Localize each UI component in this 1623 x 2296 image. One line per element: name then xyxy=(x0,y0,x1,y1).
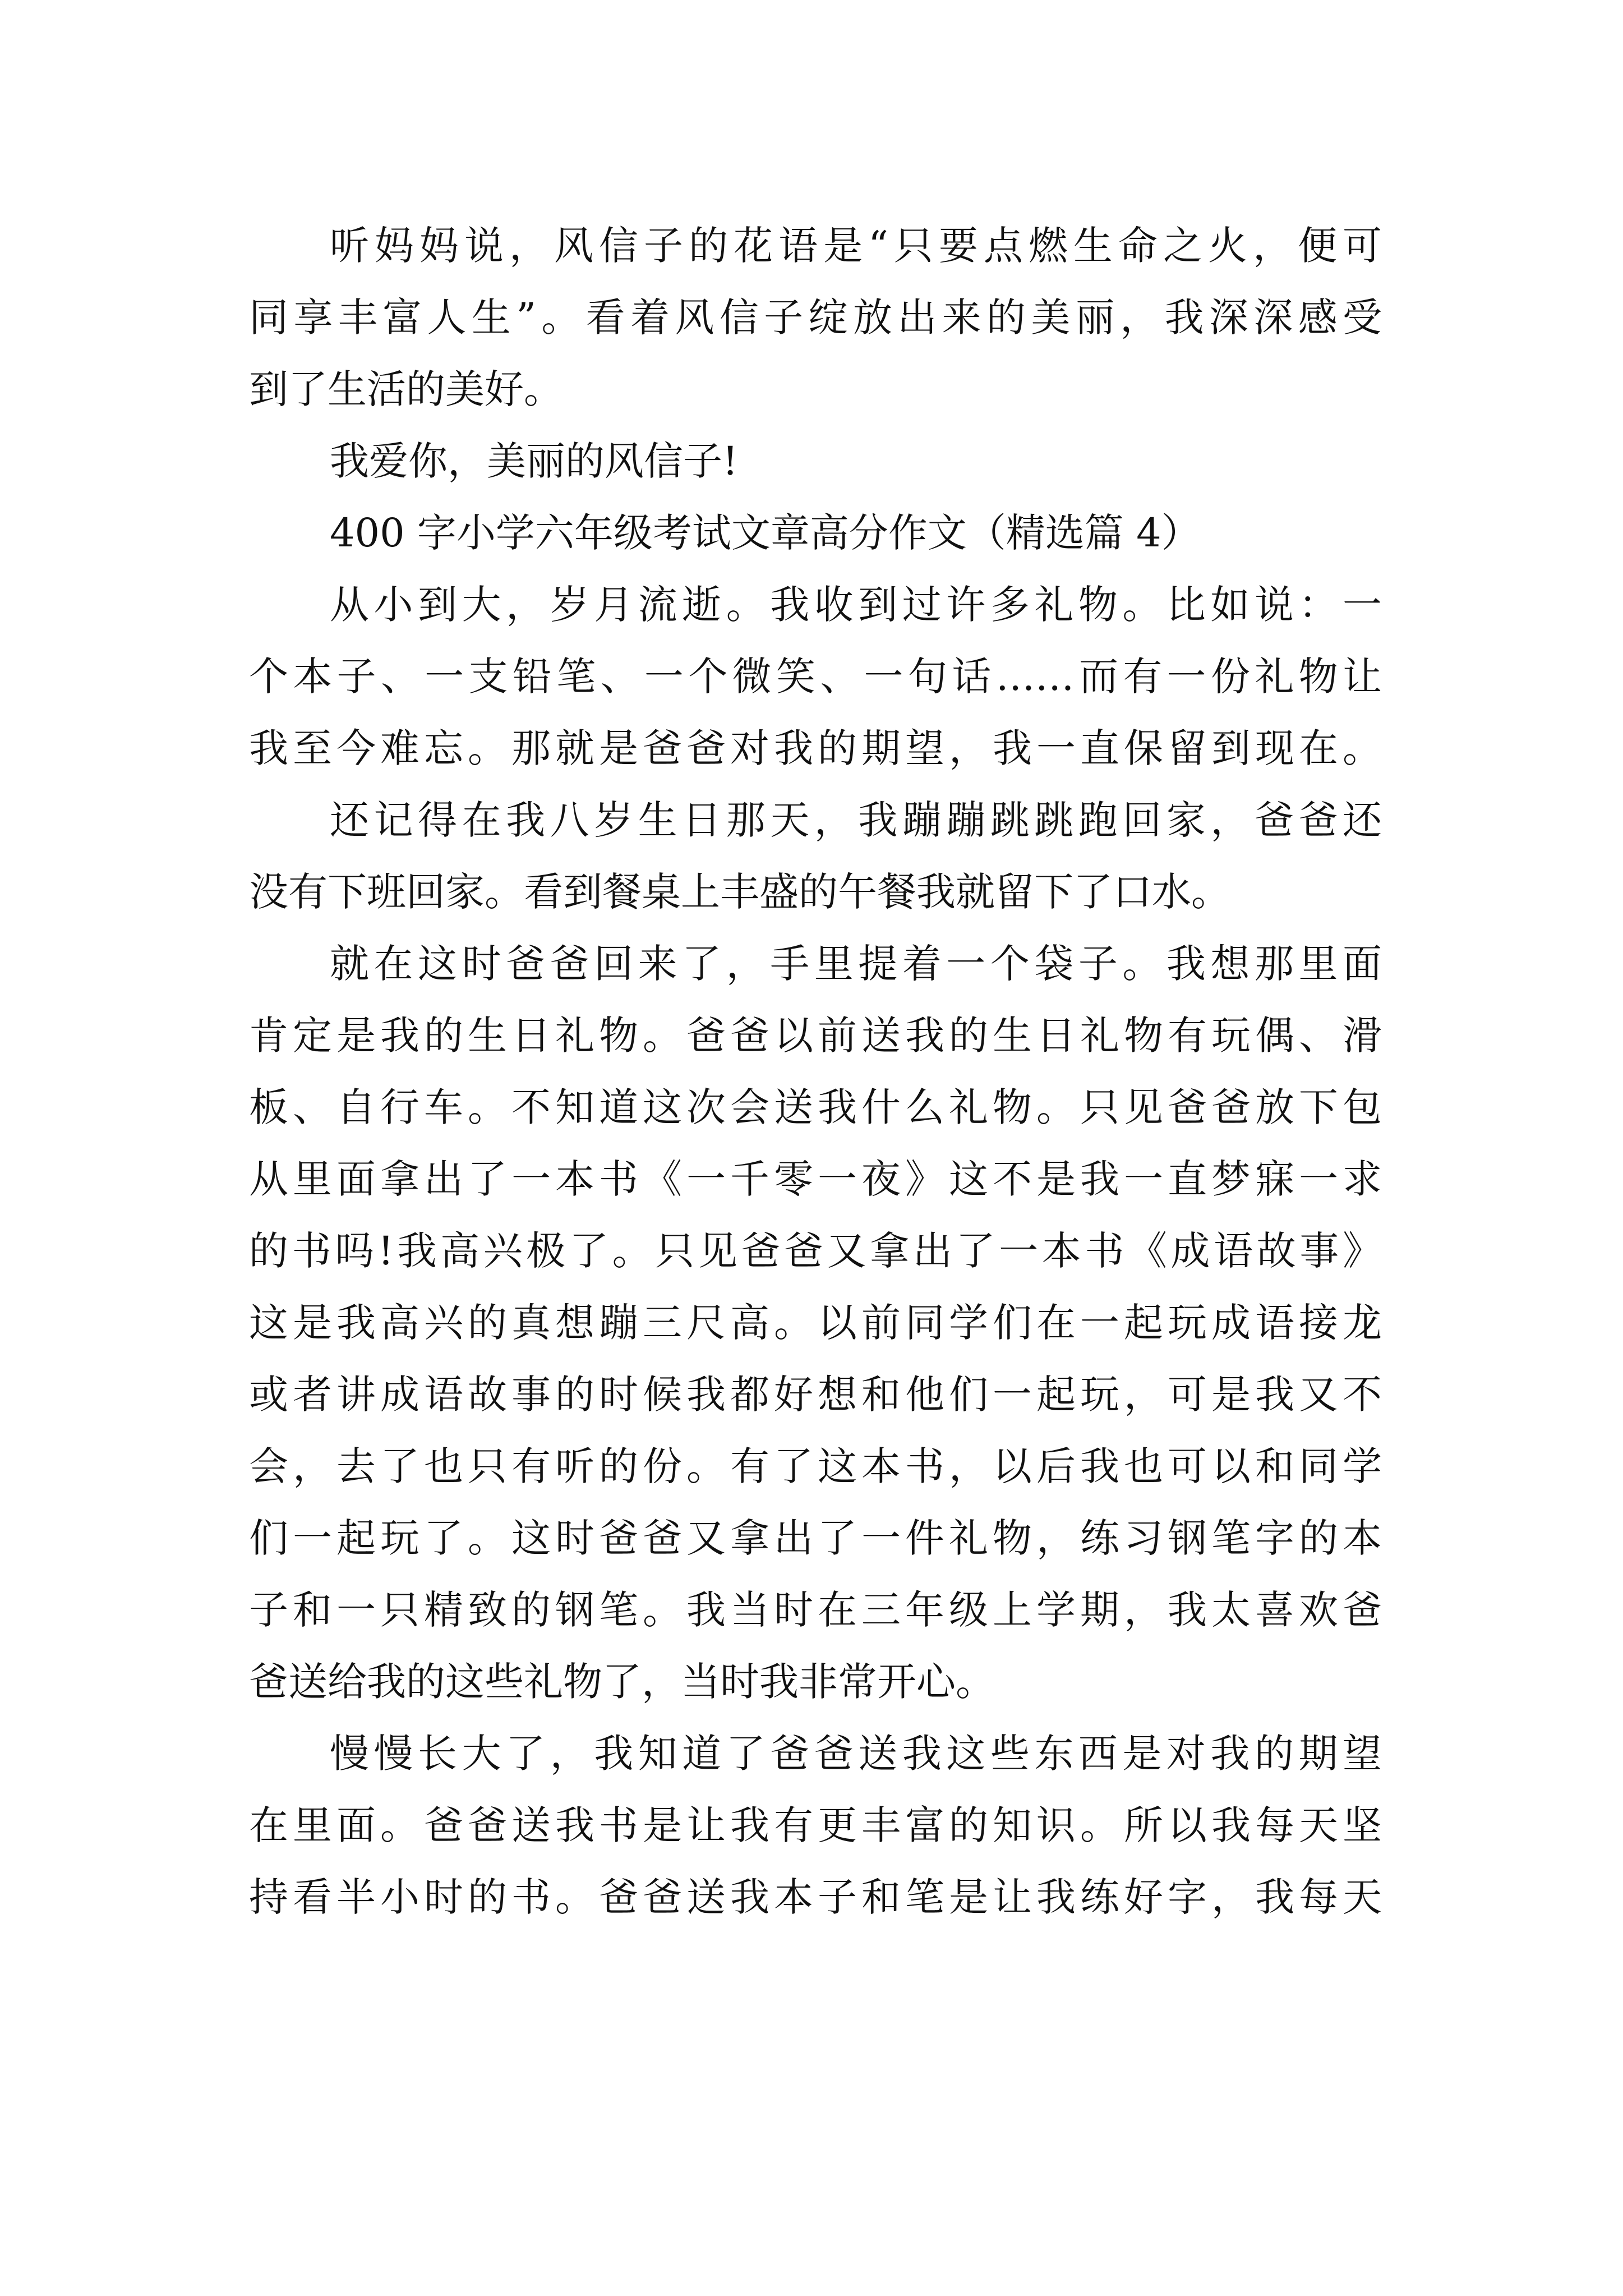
paragraph-line: 就在这时爸爸回来了，手里提着一个袋子。我想那里面 xyxy=(330,941,1382,987)
paragraph-line: 从里面拿出了一本书《一千零一夜》这不是我一直梦寐一求 xyxy=(249,1156,1382,1202)
paragraph-line: 子和一只精致的钢笔。我当时在三年级上学期，我太喜欢爸 xyxy=(249,1587,1382,1633)
paragraph-line: 我爱你，美丽的风信子! xyxy=(330,438,739,484)
section-heading: 400 字小学六年级考试文章高分作文（精选篇 4） xyxy=(330,510,1201,556)
paragraph-line: 在里面。爸爸送我书是让我有更丰富的知识。所以我每天坚 xyxy=(249,1802,1382,1848)
paragraph-line: 们一起玩了。这时爸爸又拿出了一件礼物，练习钢笔字的本 xyxy=(249,1515,1382,1561)
paragraph-line: 持看半小时的书。爸爸送我本子和笔是让我练好字，我每天 xyxy=(249,1874,1382,1920)
paragraph-line: 会，去了也只有听的份。有了这本书，以后我也可以和同学 xyxy=(249,1443,1382,1489)
article-body xyxy=(249,210,1382,1933)
paragraph-line: 爸送给我的这些礼物了，当时我非常开心。 xyxy=(249,1659,995,1705)
paragraph-line: 肯定是我的生日礼物。爸爸以前送我的生日礼物有玩偶、滑 xyxy=(249,1013,1382,1059)
paragraph-line: 没有下班回家。看到餐桌上丰盛的午餐我就留下了口水。 xyxy=(249,869,1230,915)
paragraph-line: 个本子、一支铅笔、一个微笑、一句话……而有一份礼物让 xyxy=(249,654,1382,700)
paragraph-line: 的书吗!我高兴极了。只见爸爸又拿出了一本书《成语故事》 xyxy=(249,1228,1382,1274)
paragraph-line: 听妈妈说，风信子的花语是“只要点燃生命之火，便可 xyxy=(330,223,1382,269)
paragraph-line: 我至今难忘。那就是爸爸对我的期望，我一直保留到现在。 xyxy=(249,725,1382,771)
paragraph-line: 到了生活的美好。 xyxy=(249,366,563,412)
paragraph-line: 慢慢长大了，我知道了爸爸送我这些东西是对我的期望 xyxy=(330,1731,1382,1777)
paragraph-line: 同享丰富人生”。看着风信子绽放出来的美丽，我深深感受 xyxy=(249,295,1382,341)
paragraph-line: 或者讲成语故事的时候我都好想和他们一起玩，可是我又不 xyxy=(249,1372,1382,1418)
paragraph-line: 板、自行车。不知道这次会送我什么礼物。只见爸爸放下包 xyxy=(249,1084,1382,1130)
paragraph-line: 从小到大，岁月流逝。我收到过许多礼物。比如说：一 xyxy=(330,582,1382,628)
paragraph-line: 还记得在我八岁生日那天，我蹦蹦跳跳跑回家，爸爸还 xyxy=(330,797,1382,843)
paragraph-line: 这是我高兴的真想蹦三尺高。以前同学们在一起玩成语接龙 xyxy=(249,1300,1382,1346)
